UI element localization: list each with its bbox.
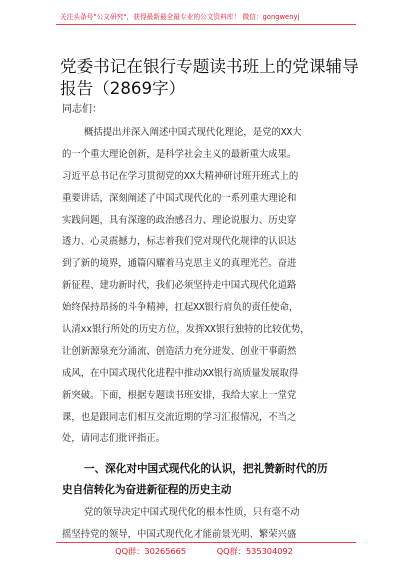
- body-line: 课，也是跟同志们相互交流近期的学习汇报情况，不当之: [62, 411, 297, 423]
- footer-divider: [56, 542, 356, 543]
- body-line: 新征程、建功新时代，我们必须坚持走中国式现代化道路: [62, 280, 297, 292]
- header-divider: [56, 24, 356, 25]
- qq-group-right: QQ群：535304092: [216, 546, 293, 556]
- body-line: 摇坚持党的领导，中国式现代化才能前景光明、繁荣兴盛: [62, 528, 297, 540]
- heading-line: 一、深化对中国式现代化的认识，把礼赞新时代的历: [84, 463, 328, 475]
- footer: [0, 546, 408, 557]
- body-line: 认清xx银行所处的历史方位，发挥XX银行独特的比较优势，: [62, 324, 310, 336]
- qq-group-left: QQ群：30265665: [115, 546, 187, 556]
- document-title: [60, 56, 360, 100]
- body-line: 习近平总书记在学习贯彻党的XX大精神研讨班开班式上的: [62, 170, 299, 182]
- body-line: 到了新的境界，通篇闪耀着马克思主义的真理光芒。奋进: [62, 258, 297, 270]
- section-paragraph: [62, 502, 358, 546]
- body-paragraph: [62, 122, 358, 450]
- body-line: 党的领导决定中国式现代化的根本性质，只有毫不动: [84, 507, 300, 518]
- salutation: 同志们：: [62, 104, 102, 115]
- body-line: 让创新源泉充分涌流、创造活力充分迸发、创业干事蔚然: [62, 345, 297, 357]
- body-line: 透力、心灵震撼力，标志着我们党对现代化规律的认识达: [62, 236, 297, 248]
- body-line: 成风，在中国式现代化进程中推动XX银行高质量发展取得: [62, 367, 299, 379]
- body-line: 的一个重大理论创新，是科学社会主义的最新重大成果。: [62, 148, 297, 160]
- body-line: 处，请同志们批评指正。: [62, 433, 166, 445]
- title-line-1: 党委书记在银行专题读书班上的党课辅导: [60, 57, 359, 76]
- body-line: 重要讲话，深刻阐述了中国式现代化的一系列重大理论和: [62, 192, 297, 204]
- heading-line: 史自信转化为奋进新征程的历史主动: [62, 484, 232, 496]
- header-banner: 关注头条号"公文研究"，获得最新最全最专业的公文资料库！ 微信：gongwenyj: [60, 13, 300, 21]
- body-line: 始终保持昂扬的斗争精神，扛起XX银行肩负的责任使命，: [62, 302, 299, 314]
- body-line: 实践问题，具有深邃的政治感召力、理论说服力、历史穿: [62, 214, 297, 226]
- title-line-2: 报告（2869字）: [60, 79, 186, 98]
- body-line: 概括提出并深入阐述中国式现代化理论，是党的XX大: [84, 127, 302, 138]
- section-heading: [62, 459, 358, 501]
- body-line: 新突破。下面，根据专题读书班安排，我给大家上一堂党: [62, 389, 297, 401]
